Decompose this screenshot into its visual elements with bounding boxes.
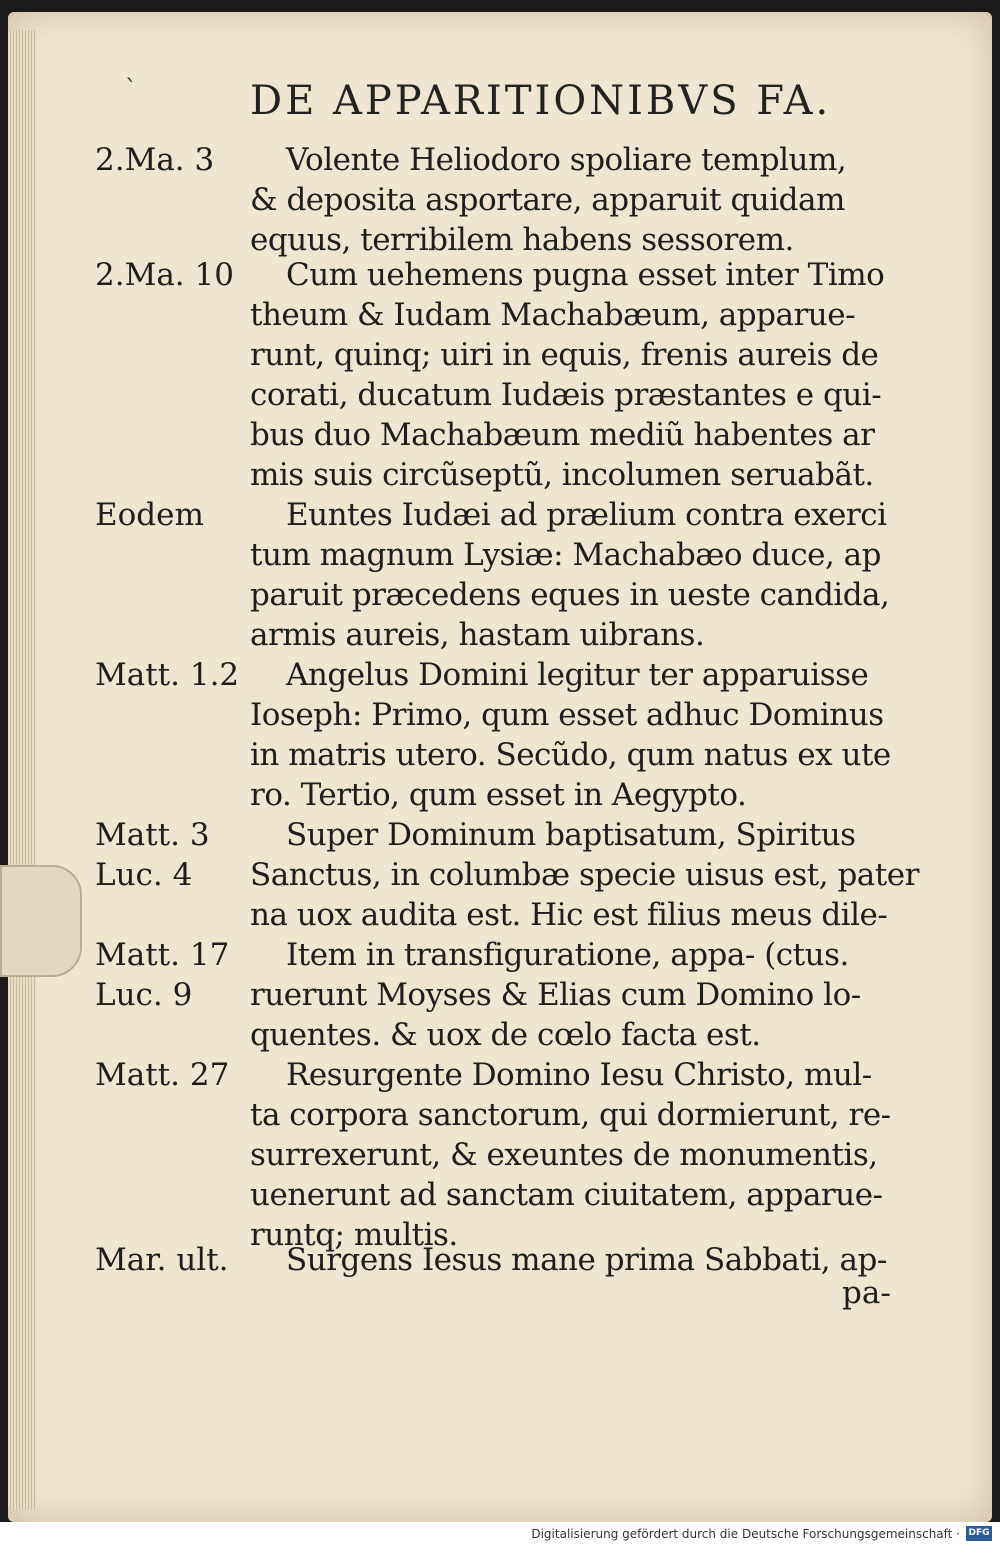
text-line: theum & Iudam Machabæum, apparue- [250, 297, 856, 333]
margin-reference [95, 1240, 245, 1280]
text-line: & deposita asportare, apparuit quidam [250, 182, 845, 218]
reference-label: Matt. 17 [95, 937, 230, 973]
text-line: ruerunt Moyses & Elias cum Domino lo- [250, 977, 861, 1013]
margin-reference [95, 935, 245, 1015]
text-line: in matris utero. Secũdo, qum natus ex ute [250, 737, 891, 773]
text-line: equus, terribilem habens sessorem. [250, 222, 794, 258]
paragraph [250, 1240, 900, 1280]
margin-reference [95, 140, 245, 180]
text-line: Ioseph: Primo, qum esset adhuc Dominus [250, 697, 884, 733]
catchword: pa- [842, 1275, 891, 1311]
text-line: surrexerunt, & exeuntes de monumentis, [250, 1137, 878, 1173]
text-line: Surgens Iesus mane prima Sabbati, ap- [286, 1242, 887, 1278]
text-line: armis aureis, hastam uibrans. [250, 617, 705, 653]
text-line: runtq; multis. [250, 1217, 458, 1253]
reference-label: Luc. 4 [95, 857, 193, 893]
text-line: Volente Heliodoro spoliare templum, [286, 142, 847, 178]
footer-credit: Digitalisierung gefördert durch die Deutsche Forschungsgemeinschaft · [531, 1527, 960, 1541]
page-clip [0, 865, 82, 977]
text-line: Cum uehemens pugna esset inter Timo [286, 257, 885, 293]
reference-label: Matt. 3 [95, 817, 210, 853]
paragraph [250, 655, 900, 815]
margin-reference [95, 495, 245, 535]
text-line: ro. Tertio, qum esset in Aegypto. [250, 777, 747, 813]
text-line: Euntes Iudæi ad prælium contra exerci [286, 497, 887, 533]
text-line: Angelus Domini legitur ter apparuisse [286, 657, 869, 693]
text-line: paruit præcedens eques in ueste candida, [250, 577, 890, 613]
reference-label: 2.Ma. 10 [95, 257, 234, 293]
text-line: na uox audita est. Hic est filius meus dile- [250, 897, 888, 933]
paragraph [250, 140, 900, 260]
text-line: tum magnum Lysiæ: Machabæo duce, ap [250, 537, 881, 573]
paragraph [250, 935, 900, 1055]
text-line: runt, quinq; uiri in equis, frenis aureis de [250, 337, 879, 373]
reference-label: Mar. ult. [95, 1242, 229, 1278]
margin-reference [95, 655, 245, 695]
paragraph [250, 815, 919, 935]
margin-reference [95, 255, 245, 295]
text-line: quentes. & uox de cœlo facta est. [250, 1017, 761, 1053]
text-line: mis suis circũseptũ, incolumen seruabãt. [250, 457, 874, 493]
text-line: uenerunt ad sanctam ciuitatem, apparue- [250, 1177, 883, 1213]
text-line: Super Dominum baptisatum, Spiritus [286, 817, 856, 853]
text-line: Sanctus, in columbæ specie uisus est, pater [250, 857, 919, 893]
text-line: corati, ducatum Iudæis præstantes e qui- [250, 377, 882, 413]
paragraph [250, 1055, 900, 1255]
digitization-footer [0, 1522, 1000, 1547]
text-line: ta corpora sanctorum, qui dormierunt, re- [250, 1097, 891, 1133]
text-line: bus duo Machabæum mediũ habentes ar [250, 417, 875, 453]
running-header: DE APPARITIONIBVS FA. [250, 78, 832, 124]
margin-reference [95, 815, 245, 895]
reference-label: Luc. 9 [95, 977, 193, 1013]
dfg-logo: DFG [966, 1526, 992, 1541]
reference-label: Matt. 27 [95, 1057, 230, 1093]
reference-label: 2.Ma. 3 [95, 142, 215, 178]
paragraph [250, 495, 900, 655]
reference-label: Matt. 1.2 [95, 657, 240, 693]
text-line: Resurgente Domino Iesu Christo, mul- [286, 1057, 872, 1093]
reference-label: Eodem [95, 497, 204, 533]
margin-reference [95, 1055, 245, 1095]
text-line: Item in transfiguratione, appa- (ctus. [286, 937, 849, 973]
paragraph [250, 255, 900, 495]
page-edges [8, 30, 36, 1510]
margin-mark: ` [125, 75, 137, 103]
